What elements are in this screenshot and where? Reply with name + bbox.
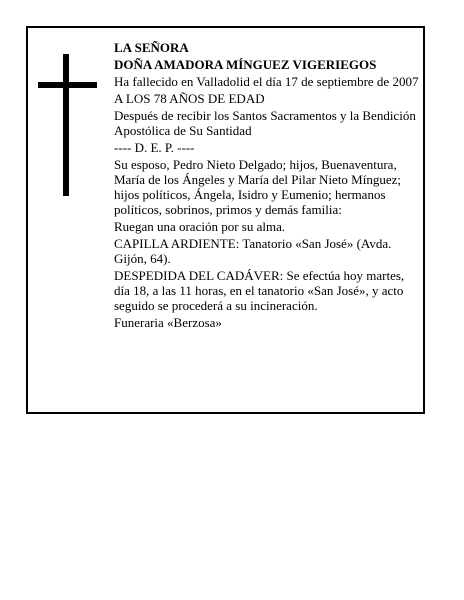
death-statement: Ha fallecido en Valladolid el día 17 de septiembre de 2007 <box>114 74 419 89</box>
sacraments-statement: Después de recibir los Santos Sacramentos y la Bendición Apostólica de Su Santidad <box>114 108 416 138</box>
notice-body <box>114 40 420 332</box>
notice-title-line1: LA SEÑORA <box>114 40 189 55</box>
funeral-home: Funeraria «Berzosa» <box>114 315 222 330</box>
age-statement: A LOS 78 AÑOS DE EDAD <box>114 91 265 106</box>
cross-icon-bar <box>38 82 97 88</box>
family-statement: Su esposo, Pedro Nieto Delgado; hijos, Buenaventura, María de los Ángeles y María del Pilar Nieto Mínguez; hijos políticos, Ángela, Isidro y Eumenio; hermanos políticos, sobrinos, primos y demás familia: <box>114 157 402 217</box>
prayer-request: Ruegan una oración por su alma. <box>114 219 286 234</box>
chapel-info: CAPILLA ARDIENTE: Tanatorio «San José» (Avda. Gijón, 64). <box>114 236 392 266</box>
rip-line: ---- D. E. P. ---- <box>114 140 195 155</box>
cross-icon <box>63 54 69 196</box>
farewell-info: DESPEDIDA DEL CADÁVER: Se efectúa hoy martes, día 18, a las 11 horas, en el tanatorio «San José», y acto seguido se procederá a su incineración. <box>114 268 405 313</box>
deceased-name: DOÑA AMADORA MÍNGUEZ VIGERIEGOS <box>114 57 377 72</box>
